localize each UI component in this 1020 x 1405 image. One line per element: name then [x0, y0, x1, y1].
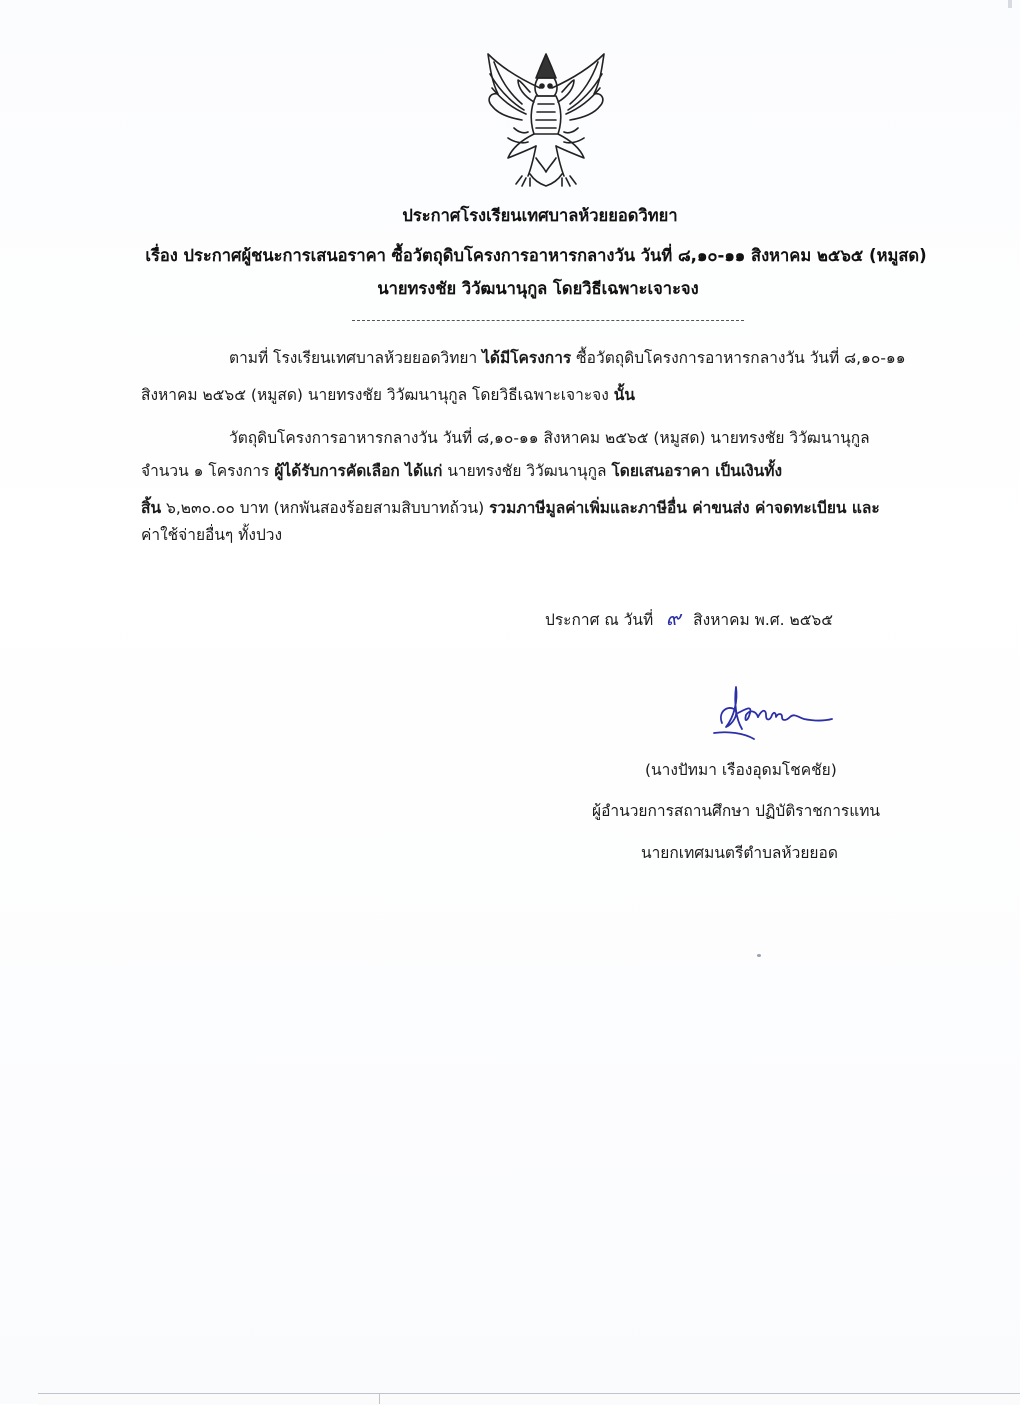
garuda-emblem-icon [478, 48, 614, 188]
text-run-bold: โดยเสนอราคา เป็นเงินทั้ง [611, 462, 783, 480]
text-run-bold: สิ้น [141, 499, 162, 517]
body-paragraph-2-line-4: ค่าใช้จ่ายอื่นๆ ทั้งปวง [141, 526, 283, 544]
scan-speck [757, 954, 761, 957]
scan-bottom-tick [379, 1393, 380, 1404]
date-suffix: สิงหาคม พ.ศ. ๒๕๖๕ [693, 611, 833, 629]
date-prefix: ประกาศ ณ วันที่ [545, 611, 654, 629]
text-run: ซื้อวัตถุดิบโครงการอาหารกลางวัน วันที่ ๘,๑๐-๑๑ [571, 349, 906, 367]
signatory-authority: นายกเทศมนตรีตำบลห้วยยอด [641, 844, 838, 862]
text-run: สิงหาคม ๒๕๖๕ (หมูสด) นายทรงชัย วิวัฒนานุกูล โดยวิธีเฉพาะเจาะจง [141, 386, 614, 404]
announcement-date [545, 602, 833, 634]
text-run-bold: รวมภาษีมูลค่าเพิ่มและภาษีอื่น ค่าขนส่ง ค่าจดทะเบียน และ [489, 499, 880, 517]
text-run: จำนวน ๑ โครงการ [141, 462, 275, 480]
text-run-bold: ได้มีโครงการ [482, 349, 572, 367]
signatory-position: ผู้อำนวยการสถานศึกษา ปฏิบัติราชการแทน [592, 802, 881, 820]
separator-line [352, 320, 744, 321]
text-run: ๖,๒๓๐.๐๐ บาท (หกพันสองร้อยสามสิบบาทถ้วน) [161, 499, 490, 517]
body-paragraph-1-line-2 [141, 382, 635, 407]
handwritten-day: ๙ [665, 606, 681, 630]
text-run: ตามที่ โรงเรียนเทศบาลห้วยยอดวิทยา [229, 349, 483, 367]
scan-bottom-edge [38, 1393, 1020, 1405]
body-paragraph-2-line-1: วัตถุดิบโครงการอาหารกลางวัน วันที่ ๘,๑๐-๑๑ สิงหาคม ๒๕๖๕ (หมูสด) นายทรงชัย วิวัฒนานุกูล [229, 429, 870, 447]
text-run-bold: นั้น [613, 386, 635, 404]
announcement-title: ประกาศโรงเรียนเทศบาลห้วยยอดวิทยา [402, 206, 678, 225]
announcement-subject-line2: นายทรงชัย วิวัฒนานุกูล โดยวิธีเฉพาะเจาะจง [377, 279, 699, 298]
body-paragraph-2-line-3 [141, 495, 880, 520]
handwritten-signature [708, 683, 838, 743]
scan-corner-mark [1008, 0, 1012, 8]
body-paragraph-1-line-1 [229, 345, 906, 370]
text-run: นายทรงชัย วิวัฒนานุกูล [442, 462, 612, 480]
signatory-name: (นางปัทมา เรืองอุดมโชคชัย) [645, 761, 837, 779]
text-run-bold: ผู้ได้รับการคัดเลือก ได้แก่ [274, 462, 443, 480]
body-paragraph-2-line-2 [141, 458, 782, 483]
announcement-subject: เรื่อง ประกาศผู้ชนะการเสนอราคา ซื้อวัตถุดิบโครงการอาหารกลางวัน วันที่ ๘,๑๐-๑๑ สิงหาคม ๒๕๖๕ (หมูสด) [145, 246, 927, 265]
